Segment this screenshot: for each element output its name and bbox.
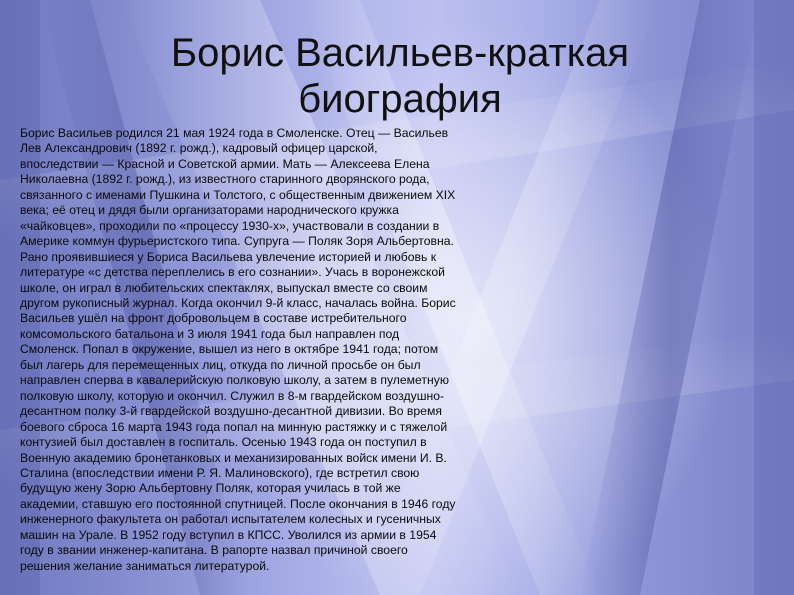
biography-text: Борис Васильев родился 21 мая 1924 года в Смоленске. Отец — Васильев Лев Александрович (1892 г. рожд.), кадровый офицер царской, впоследствии — Красной и Советской армии. Мать — Алексеева Елена Николаевна (1892 г. рожд.), из известного старинного дворянского рода, связанного с именами Пушкина и Толстого, с общественным движением XIX века; её отец и дядя были организаторами народнического кружка «чайковцев», проходили по «процессу 1930-х», участвовали в создании в Америке коммун фурьеристского типа. Супруга — Поляк Зоря Альбертовна. Рано проявившиеся у Бориса Васильева увлечение историей и любовь к литературе «с детства переплелись в его сознании». Учась в воронежской школе, он играл в любительских спектаклях, выпускал вместе со своим другом рукописный журнал. Когда окончил 9-й класс, началась война. Борис Васильев ушёл на фронт добровольцем в составе истребительного комсомольского батальона и 3 июля 1941 года был направлен под Смоленск. Попал в окружение, вышел из него в октябре 1941 года; потом был лагерь для перемещенных лиц, откуда по личной просьбе он был направлен сперва в кавалерийскую полковую школу, а затем в пулеметную полковую школу, которую и окончил. Служил в 8-м гвардейском воздушно- десантном полку 3-й гвардейской воздушно-десантной дивизии. Во время боевого сброса 16 марта 1943 года попал на минную растяжку и с тяжелой контузией был доставлен в госпиталь. Осенью 1943 года он поступил в Военную академию бронетанковых и механизированных войск имени И. В. Сталина (впоследствии имени Р. Я. Малиновского), где встретил свою будущую жену Зорю Альбертовну Поляк, которая училась в той же академии, ставшую его постоянной спутницей. После окончания в 1946 году инженерного факультета он работал испытателем колесных и гусеничных машин на Урале. В 1952 году вступил в КПСС. Уволился из армии в 1954 году в звании инженер-капитана. В рапорте назвал причиной своего решения желание заниматься литературой. (20, 126, 456, 573)
edge-shade-right (754, 0, 794, 595)
slide-title: Борис Васильев-краткая биография (170, 31, 630, 121)
